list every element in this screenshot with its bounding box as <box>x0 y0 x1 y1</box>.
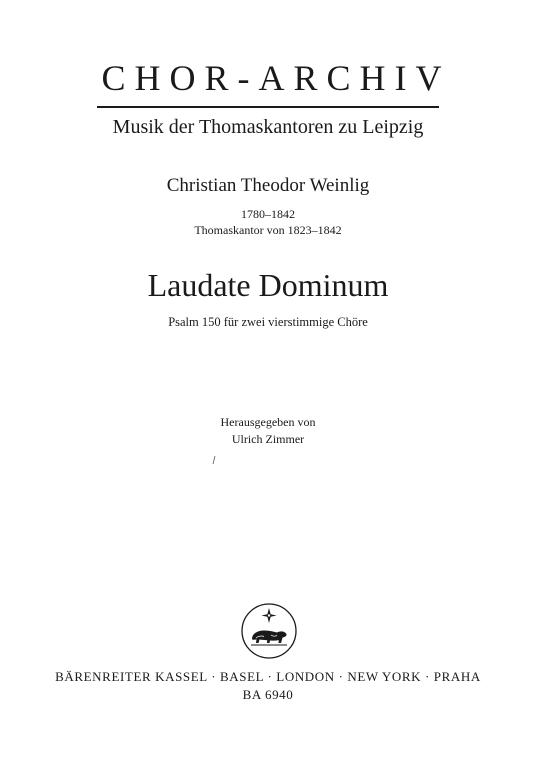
editor-name: Ulrich Zimmer <box>231 432 305 446</box>
editor-label: Herausgegeben von <box>220 415 316 429</box>
composer-name: Christian Theodor Weinlig <box>166 175 370 196</box>
series-subtitle: Musik der Thomaskantoren zu Leipzig <box>112 116 424 138</box>
stray-mark <box>212 456 216 465</box>
title-rule <box>97 106 439 108</box>
work-subtitle: Psalm 150 für zwei vierstimmige Chöre <box>168 315 368 329</box>
composer-dates: 1780–1842 <box>241 207 295 221</box>
composer-role: Thomaskantor von 1823–1842 <box>194 223 342 237</box>
publisher-line: BÄRENREITER KASSEL · BASEL · LONDON · NEW YORK · PRAHA <box>55 669 481 684</box>
work-title: Laudate Dominum <box>147 267 389 303</box>
baerenreiter-bear-emblem-icon <box>240 602 298 660</box>
catalog-number: BA 6940 <box>242 687 294 702</box>
series-title: CHOR-ARCHIV <box>101 58 451 98</box>
